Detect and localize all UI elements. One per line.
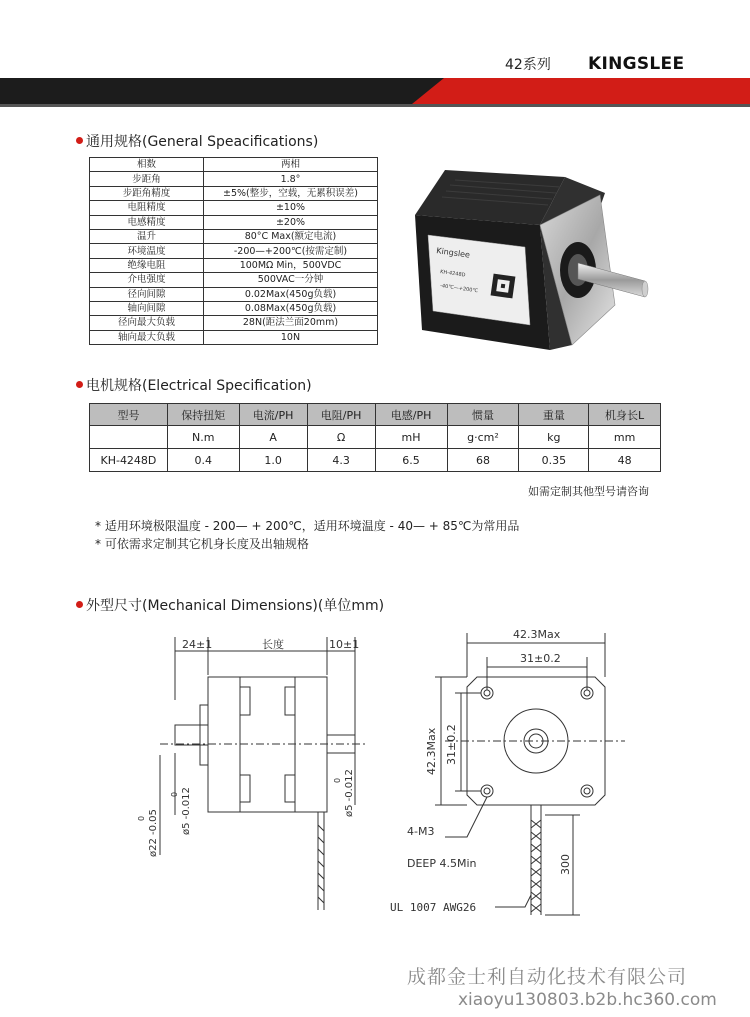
electrical-section-title: 电机规格(Electrical Specification)	[76, 375, 312, 395]
electrical-header-cell: 惯量	[447, 404, 519, 426]
bullet-temperature: * 适用环境极限温度 - 200— + 200℃，适用环境温度 - 40— + 85℃为常用品	[95, 519, 520, 533]
dim-rear-shaft-diameter: ø5 -0.012	[344, 769, 355, 817]
spec-value: 1.8°	[204, 172, 378, 186]
spec-value: 两相	[204, 158, 378, 172]
company-name: 成都金士利自动化技术有限公司	[407, 966, 688, 988]
spec-key: 轴向最大负载	[90, 330, 204, 344]
company-url[interactable]: xiaoyu130803.b2b.hc360.com	[458, 990, 717, 1010]
dim-hole-spacing-v: 31±0.2	[445, 724, 458, 765]
dim-wire-spec: UL 1007 AWG26	[390, 901, 477, 914]
general-spec-row	[90, 158, 378, 172]
spec-key: 介电强度	[90, 273, 204, 287]
spec-value: 10N	[204, 330, 378, 344]
spec-key: 电阻精度	[90, 201, 204, 215]
motor-label-brand: Kingslee	[435, 246, 471, 260]
electrical-values-cell: 4.3	[307, 449, 375, 472]
electrical-values-cell: 6.5	[375, 449, 447, 472]
side-view-drawing	[130, 625, 370, 925]
dim-front-shaft-diameter: ø5 -0.012	[181, 787, 192, 835]
electrical-units-cell: g·cm²	[447, 426, 519, 449]
electrical-values-cell: 68	[447, 449, 519, 472]
general-spec-row	[90, 330, 378, 344]
spec-key: 绝缘电阻	[90, 258, 204, 272]
front-view-drawing	[385, 625, 625, 925]
spec-key: 温升	[90, 229, 204, 243]
spec-value: 500VAC一分钟	[204, 273, 378, 287]
electrical-values-cell: 0.4	[167, 449, 239, 472]
brand-logo: KINGSLEE	[588, 54, 685, 74]
motor-label-model: KH-4248D	[439, 269, 466, 279]
header-band-line	[0, 104, 750, 107]
general-spec-row	[90, 287, 378, 301]
dim-hole-spacing-h: 31±0.2	[520, 652, 561, 665]
spec-value: -200—+200℃(按需定制)	[204, 244, 378, 258]
electrical-units-cell	[90, 426, 168, 449]
electrical-values-cell: 1.0	[239, 449, 307, 472]
mechanical-section-title: 外型尺寸(Mechanical Dimensions)(单位mm)	[76, 595, 384, 615]
spec-key: 径向间隙	[90, 287, 204, 301]
spec-value: 0.08Max(450g负载)	[204, 301, 378, 315]
spec-value: ±20%	[204, 215, 378, 229]
motor-label-temp: -40℃—+200℃	[439, 283, 479, 295]
dim-body-length: 长度	[262, 638, 284, 651]
dim-hole-depth: DEEP 4.5Min	[407, 857, 477, 870]
dim-flange-length: 24±1	[182, 638, 213, 651]
electrical-units-cell: A	[239, 426, 307, 449]
electrical-values-cell: 48	[589, 449, 661, 472]
general-spec-row	[90, 301, 378, 315]
spec-key: 径向最大负载	[90, 316, 204, 330]
spec-value: 80°C Max(额定电流)	[204, 229, 378, 243]
dim-mount-holes: 4-M3	[407, 825, 435, 838]
spec-key: 相数	[90, 158, 204, 172]
dim-flange-diameter: ø22 -0.05	[148, 809, 159, 857]
spec-key: 步距角	[90, 172, 204, 186]
dim-flange-diameter-tol: 0	[137, 815, 146, 821]
spec-key: 环境温度	[90, 244, 204, 258]
electrical-spec-table	[89, 403, 661, 472]
general-spec-row	[90, 172, 378, 186]
electrical-header-cell: 保持扭矩	[167, 404, 239, 426]
spec-value: 100MΩ Min，500VDC	[204, 258, 378, 272]
general-spec-row	[90, 215, 378, 229]
general-section-title: 通用规格(General Speacifications)	[76, 131, 318, 151]
electrical-header-cell: 机身长L	[589, 404, 661, 426]
general-spec-row	[90, 186, 378, 200]
spec-value: 0.02Max(450g负载)	[204, 287, 378, 301]
series-label: 42系列	[505, 57, 551, 73]
electrical-values-cell: KH-4248D	[90, 449, 168, 472]
electrical-values	[90, 449, 661, 472]
spec-key: 步距角精度	[90, 186, 204, 200]
motor-photo	[400, 155, 660, 360]
general-spec-row	[90, 201, 378, 215]
dim-rear-shaft: 10±1	[329, 638, 360, 651]
electrical-units-cell: N.m	[167, 426, 239, 449]
general-spec-row	[90, 258, 378, 272]
electrical-header-cell: 重量	[519, 404, 589, 426]
bullet-dot-icon	[76, 381, 83, 388]
general-spec-table	[89, 157, 378, 345]
dim-rear-shaft-tol: 0	[333, 777, 342, 783]
electrical-units-cell: Ω	[307, 426, 375, 449]
electrical-values-cell: 0.35	[519, 449, 589, 472]
electrical-units-cell: mH	[375, 426, 447, 449]
spec-key: 轴向间隙	[90, 301, 204, 315]
electrical-header-cell: 型号	[90, 404, 168, 426]
electrical-header-cell: 电流/PH	[239, 404, 307, 426]
dim-lead-length: 300	[559, 854, 572, 875]
spec-key: 电感精度	[90, 215, 204, 229]
bullet-dot-icon	[76, 601, 83, 608]
electrical-header-cell: 电阻/PH	[307, 404, 375, 426]
dim-front-shaft-tol: 0	[170, 791, 179, 797]
general-spec-row	[90, 316, 378, 330]
general-spec-row	[90, 229, 378, 243]
electrical-header	[90, 404, 661, 426]
spec-value: ±10%	[204, 201, 378, 215]
spec-value: ±5%(整步，空载，无累积误差)	[204, 186, 378, 200]
electrical-units-cell: mm	[589, 426, 661, 449]
general-spec-row	[90, 273, 378, 287]
dim-height: 42.3Max	[425, 727, 438, 775]
general-spec-row	[90, 244, 378, 258]
electrical-units	[90, 426, 661, 449]
header-band-red	[412, 78, 750, 104]
dim-width: 42.3Max	[513, 628, 561, 641]
electrical-header-cell: 电感/PH	[375, 404, 447, 426]
bullet-dot-icon	[76, 137, 83, 144]
bullet-custom-length: * 可依需求定制其它机身长度及出轴规格	[95, 537, 309, 551]
electrical-units-cell: kg	[519, 426, 589, 449]
spec-value: 28N(距法兰面20mm)	[204, 316, 378, 330]
custom-model-note: 如需定制其他型号请咨询	[528, 485, 649, 498]
